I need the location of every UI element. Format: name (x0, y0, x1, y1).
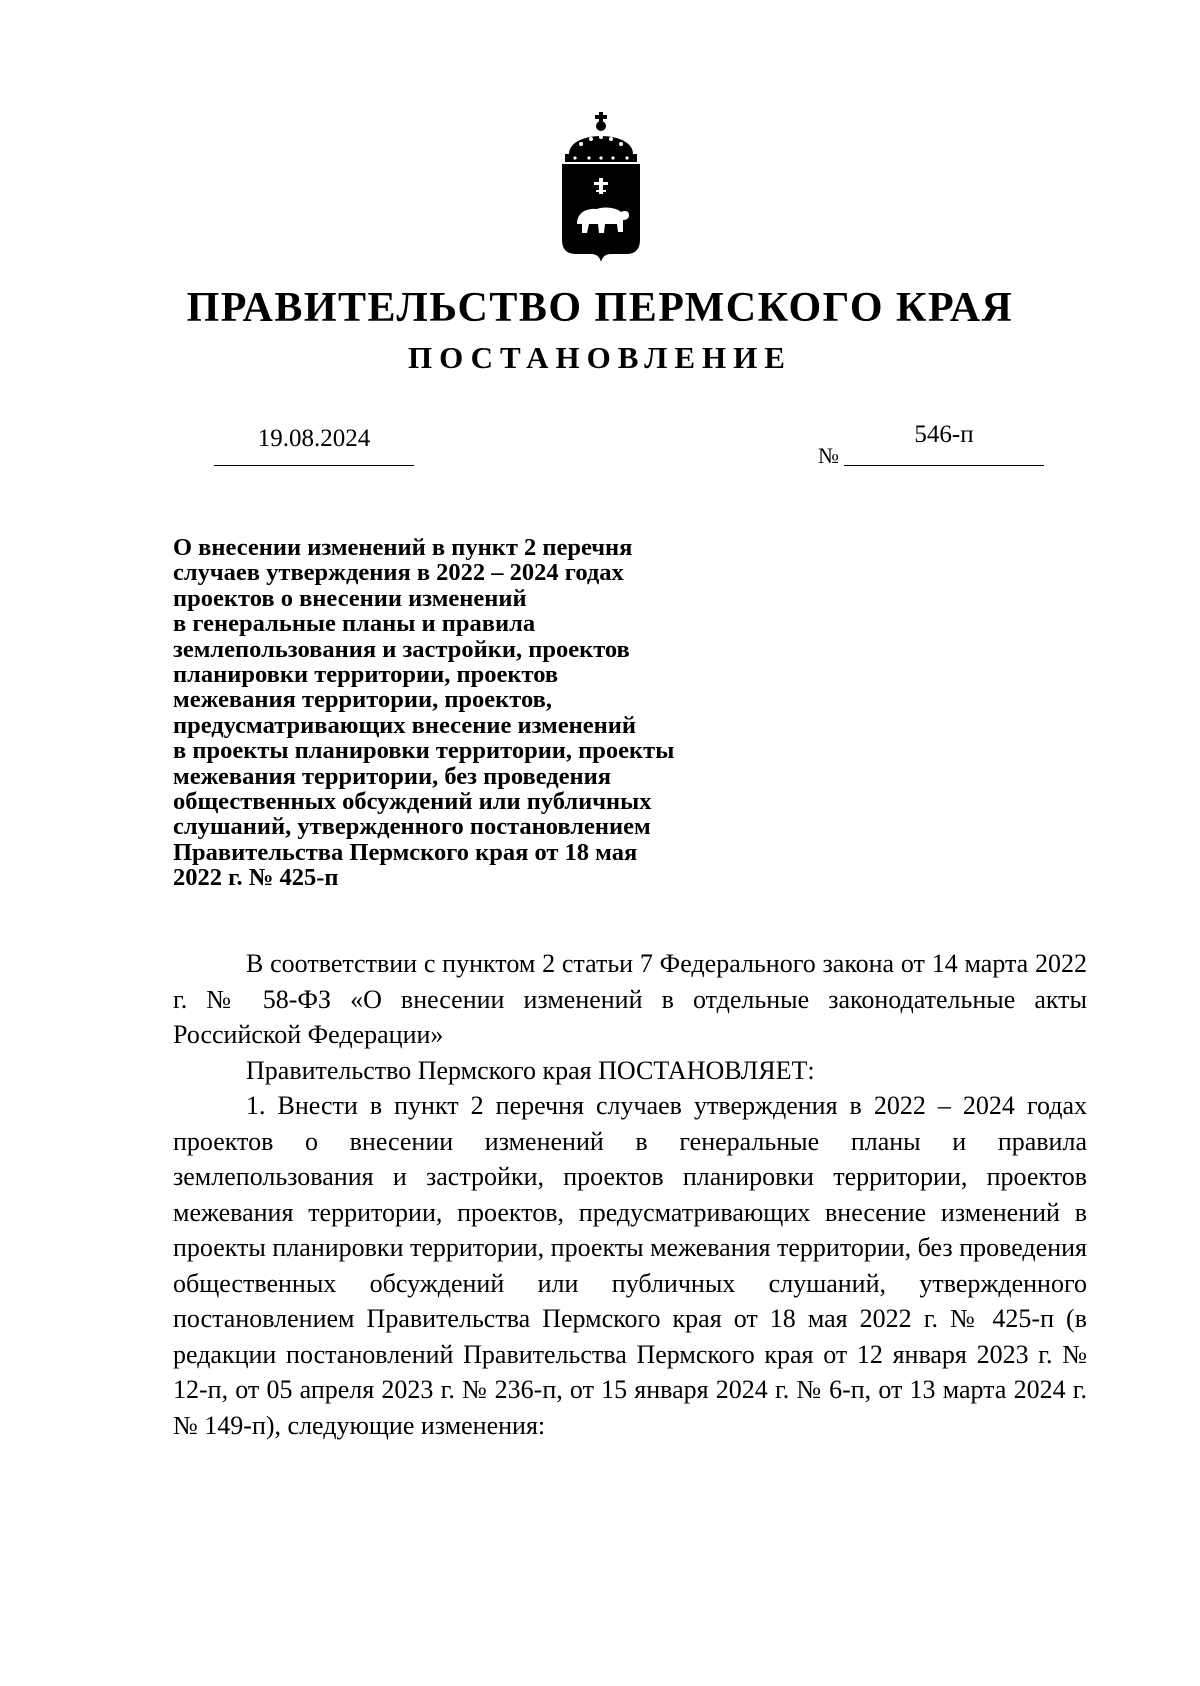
resolves-paragraph: Правительство Пермского края ПОСТАНОВЛЯЕТ: (246, 1055, 815, 1085)
organization-title: ПРАВИТЕЛЬСТВО ПЕРМСКОГО КРАЯ (186, 285, 1014, 331)
coat-of-arms-icon (559, 112, 643, 264)
item-1-paragraph: 1. Внести в пункт 2 перечня случаев утверждения в 2022 – 2024 годах проектов о внесении изменений в генеральные планы и правила землепользования и застройки, проектов планировки территории, проектов межевания территории, проектов, предусматривающих внесение изменений в проекты планировки территории, проекты межевания территории, без проведения общественных обсуждений или публичных слушаний, утвержденного постановлением Правительства Пермского края от 18 мая 2022 г. № 425-п (в редакции постановлений Правительства Пермского края от 12 января 2023 г. № 12-п, от 05 апреля 2023 г. № 236-п, от 15 января 2024 г. № 6-п, от 13 марта 2024 г. № 149-п), следующие изменения: (173, 1091, 1087, 1440)
date-field (214, 421, 414, 466)
number-field (818, 418, 1044, 466)
number-sign: № (818, 443, 839, 468)
document-date: 19.08.2024 (257, 425, 371, 452)
number-underline (844, 465, 1044, 466)
document-type: ПОСТАНОВЛЕНИЕ (408, 340, 792, 375)
document-subject: О внесении изменений в пункт 2 перечня случаев утверждения в 2022 – 2024 годах проектов о внесении изменений в генеральные планы и правила землепользования и застройки, проектов планировки территории, проектов межевания территории, проектов, предусматривающих внесение изменений в проекты планировки территории, проекты межевания территории, без проведения общественных обсуждений или публичных слушаний, утвержденного постановлением Правительства Пермского края от 18 мая 2022 г. № 425-п (173, 534, 675, 892)
document-number: 546-п (914, 421, 974, 448)
preamble-paragraph: В соответствии с пунктом 2 статьи 7 Федерального закона от 14 марта 2022 г. № 58-ФЗ «О внесении изменений в отдельные законодательные акты Российской Федерации» (173, 949, 1087, 1049)
document-body (173, 946, 1087, 1443)
